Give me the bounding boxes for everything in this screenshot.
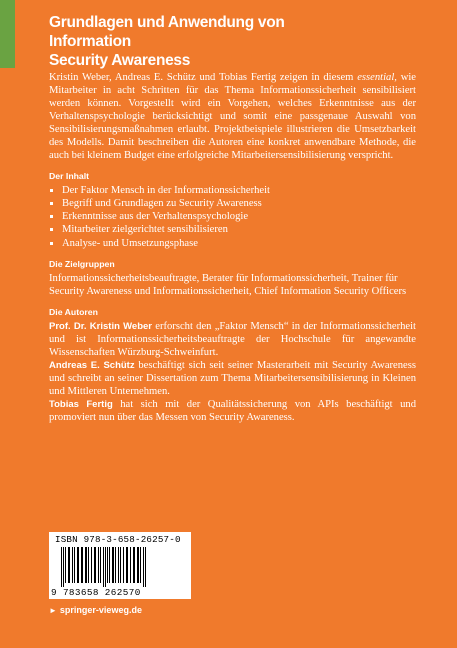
isbn-number: ISBN 978-3-658-26257-0 — [55, 534, 181, 545]
barcode-bar — [85, 547, 87, 583]
barcode-bar — [133, 547, 135, 583]
author-bio-fertig — [49, 398, 416, 424]
barcode-bar — [118, 547, 119, 583]
author-bio-text: erforscht den „Faktor Mensch“ in der Informationssicherheit und ist Informationssicherheitsbeauftragte der Hochschule für angewandte Wissenschaften Würzburg-Schweinfurt. — [49, 320, 416, 358]
barcode-bar — [140, 547, 141, 583]
barcode-bar — [68, 547, 70, 583]
author-name: Andreas E. Schütz — [49, 359, 135, 371]
barcode-bar — [72, 547, 73, 583]
barcode-bar — [74, 547, 75, 583]
publisher-url: springer-vieweg.de — [59, 605, 142, 615]
barcode-bar — [88, 547, 89, 583]
barcode-bar — [98, 547, 99, 583]
intro-text-1: Kristin Weber, Andreas E. Schütz und Tobias Fertig zeigen in diesem — [49, 72, 358, 83]
barcode-bar — [120, 547, 121, 583]
barcode-digits: 9 783658 262570 — [51, 587, 141, 598]
barcode-bar — [91, 547, 92, 583]
author-bio-weber — [49, 320, 416, 359]
isbn-barcode — [49, 532, 191, 599]
barcode-bar — [115, 547, 116, 583]
barcode-bar — [105, 547, 106, 587]
title-line-1: Grundlagen und Anwendung von Information — [49, 14, 285, 50]
barcode-bar — [109, 547, 110, 583]
barcode-bar — [81, 547, 83, 583]
barcode-bar — [130, 547, 131, 583]
list-item: Der Faktor Mensch in der Informationssicherheit — [49, 184, 416, 197]
main-content — [49, 71, 416, 424]
barcode-bar — [112, 547, 114, 583]
barcode-bar — [61, 547, 62, 587]
intro-text-2: , wie Mitarbeiter in acht Schritten für das Thema Informationssicherheit sensibilisiert werden können. Vorgestellt wird ein Vorgehen, welches Erkenntnisse aus der Verhaltenspsychologie berücksichtigt und somit eine passgenaue Auswahl von Sensibilisierungsmaßnahmen erlaubt. Projektbeispiele illustrieren die Umsetzbarkeit des Modells. Damit beschreiben die Autoren eine konkret anwendbare Methode, die auch bei kleinem Budget eine erfolgreiche Mitarbeitersensibilisierung verspricht. — [49, 72, 417, 162]
barcode-bar — [63, 547, 64, 587]
barcode-bar — [126, 547, 128, 583]
author-bio-text: hat sich mit der Qualitätssicherung von APIs beschäftigt und promoviert nun über das Messen von Security Awareness. — [49, 398, 416, 423]
barcode-bar — [107, 547, 108, 583]
intro-essential: essential — [357, 72, 395, 83]
barcode-bar — [123, 547, 124, 583]
author-name: Prof. Dr. Kristin Weber — [49, 320, 152, 332]
barcode-bar — [65, 547, 66, 583]
list-item: Analyse- und Umsetzungsphase — [49, 237, 416, 250]
book-title — [49, 13, 349, 70]
author-name: Tobias Fertig — [49, 398, 113, 410]
barcode-bars — [61, 547, 185, 587]
inhalt-list — [49, 184, 416, 249]
list-item: Begriff und Grundlagen zu Security Awareness — [49, 197, 416, 210]
barcode-bar — [77, 547, 79, 583]
publisher-link[interactable] — [49, 605, 142, 615]
author-bio-schuetz — [49, 359, 416, 398]
barcode-bar — [100, 547, 101, 583]
zielgruppen-text: Informationssicherheitsbeauftragte, Berater für Informationssicherheit, Trainer für Security Awareness und Informationssicherheit, Chief Information Security Officers — [49, 272, 407, 297]
list-item: Erkenntnisse aus der Verhaltenspsychologie — [49, 210, 416, 223]
author-bio-text: beschäftigt sich seit seiner Masterarbeit mit Security Awareness und schreibt an seiner Dissertation zum Thema Mitarbeitersensibilisierung in Kleinen und Mittleren Unternehmen. — [49, 359, 416, 397]
section-heading-inhalt: Der Inhalt — [49, 171, 90, 182]
barcode-bar — [103, 547, 104, 587]
barcode-bar — [143, 547, 144, 587]
barcode-bar — [145, 547, 146, 587]
barcode-bar — [94, 547, 96, 583]
accent-strip — [0, 0, 15, 68]
intro-paragraph — [49, 71, 416, 162]
title-line-2: Security Awareness — [49, 52, 191, 69]
barcode-bar — [137, 547, 139, 583]
section-heading-autoren: Die Autoren — [49, 306, 98, 317]
section-heading-zielgruppen: Die Zielgruppen — [49, 258, 115, 269]
list-item: Mitarbeiter zielgerichtet sensibilisieren — [49, 223, 416, 236]
arrow-right-icon: ► — [49, 605, 57, 615]
